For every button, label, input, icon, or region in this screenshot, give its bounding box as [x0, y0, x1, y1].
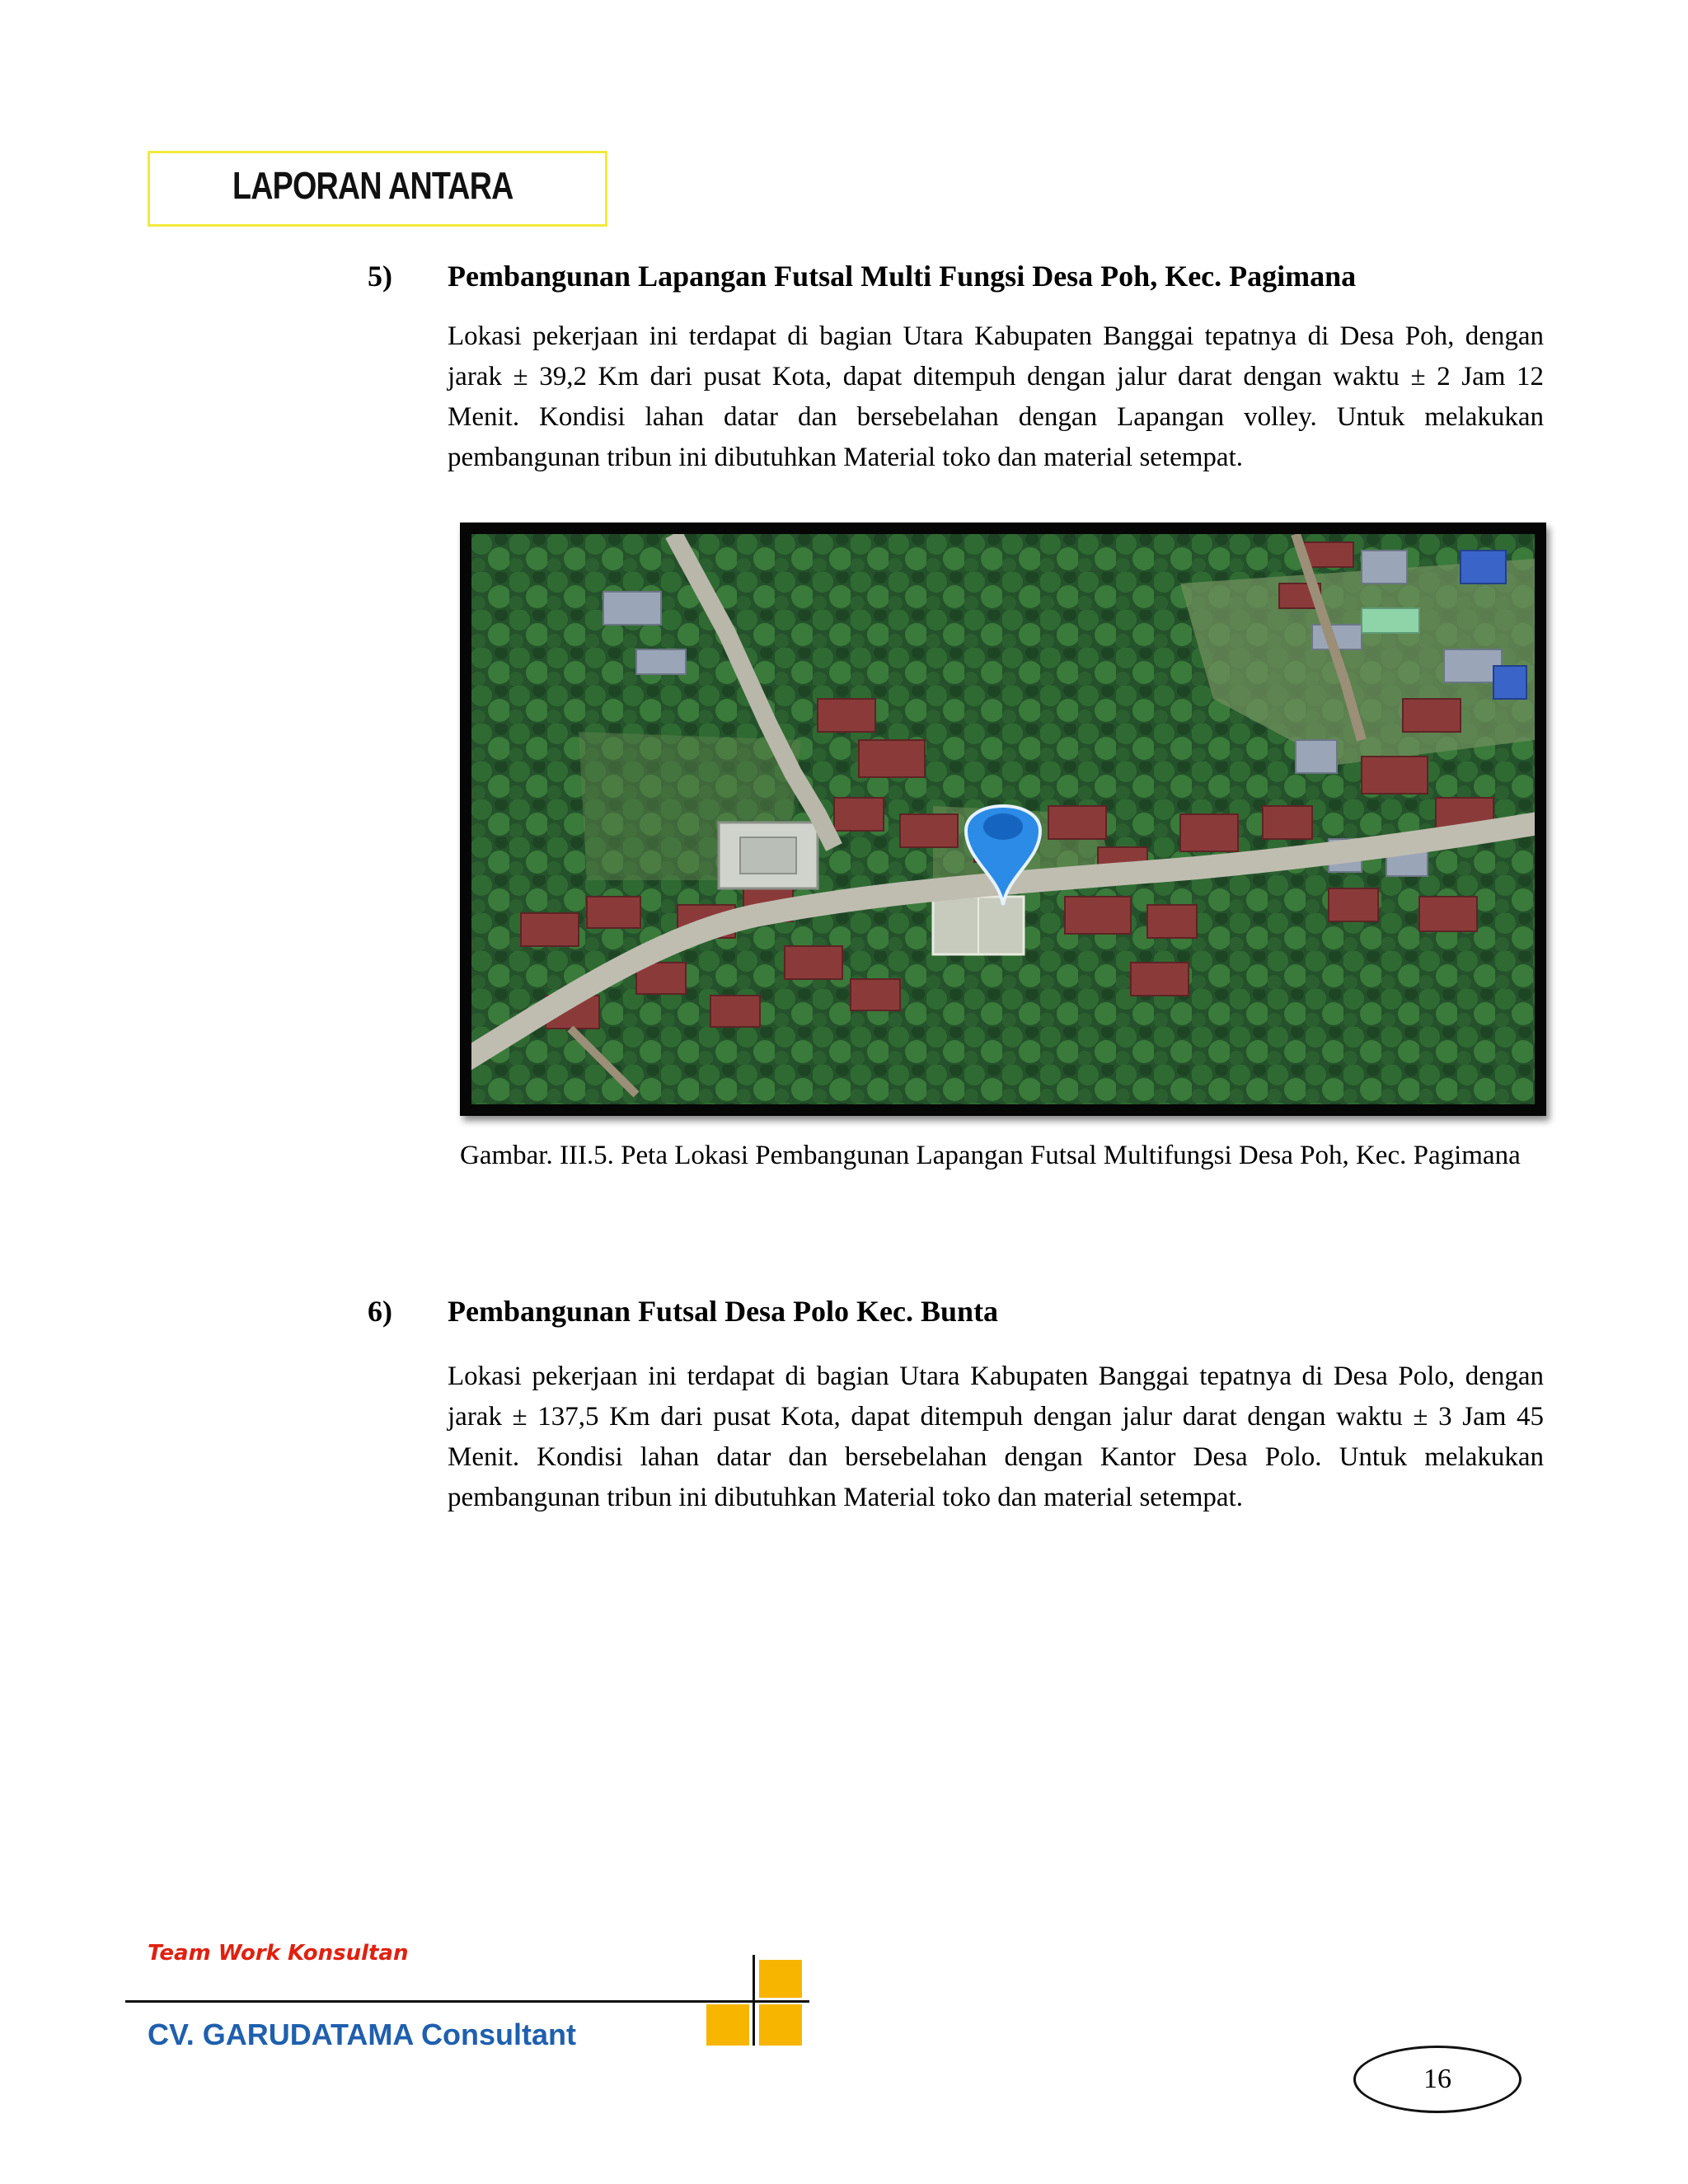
- logo-square-left: [706, 2004, 749, 2046]
- section-6-title: Pembangunan Futsal Desa Polo Kec. Bunta: [448, 1295, 999, 1328]
- figure-caption: Gambar. III.5. Peta Lokasi Pembangunan Lapangan Futsal Multifungsi Desa Poh, Kec. Pagimana: [460, 1141, 1521, 1170]
- footer-team-tagline: Team Work Konsultan: [148, 1941, 409, 1966]
- footer-company-name: CV. GARUDATAMA Consultant: [148, 2018, 576, 2051]
- page-number: [1353, 2046, 1522, 2113]
- section-5-body: Lokasi pekerjaan ini terdapat di bagian Utara Kabupaten Banggai tepatnya di Desa Poh, dengan jarak ± 39,2 Km dari pusat Kota, dapat ditempuh dengan jalur darat dengan waktu ± 2 Jam 12 Menit. Kondisi lahan datar dan bersebelahan dengan Lapangan volley. Untuk melakukan pembangunan tribun ini dibutuhkan Material toko dan material setempat.: [448, 321, 1544, 472]
- satellite-map: [471, 534, 1535, 1104]
- header-box: [148, 151, 607, 227]
- logo-square-right: [759, 2004, 802, 2046]
- report-title: LAPORAN ANTARA: [232, 164, 513, 207]
- footer-divider: [125, 2000, 809, 2003]
- section-6-body: Lokasi pekerjaan ini terdapat di bagian Utara Kabupaten Banggai tepatnya di Desa Polo, dengan jarak ± 137,5 Km dari pusat Kota, dapat ditempuh dengan jalur darat dengan waktu ± 3 Jam 45 Menit. Kondisi lahan datar dan bersebelahan dengan Kantor Desa Polo. Untuk melakukan pembangunan tribun ini dibutuhkan Material toko dan material setempat.: [448, 1361, 1544, 1512]
- logo-vertical-line: [753, 1955, 755, 2046]
- section-6-number: 6): [368, 1295, 392, 1328]
- section-5-title: Pembangunan Lapangan Futsal Multi Fungsi Desa Poh, Kec. Pagimana: [448, 260, 1357, 293]
- page-number-text: 16: [1423, 2064, 1451, 2094]
- location-map-figure: [460, 523, 1546, 1116]
- section-5-number: 5): [368, 260, 392, 293]
- logo-square-top: [759, 1960, 802, 1998]
